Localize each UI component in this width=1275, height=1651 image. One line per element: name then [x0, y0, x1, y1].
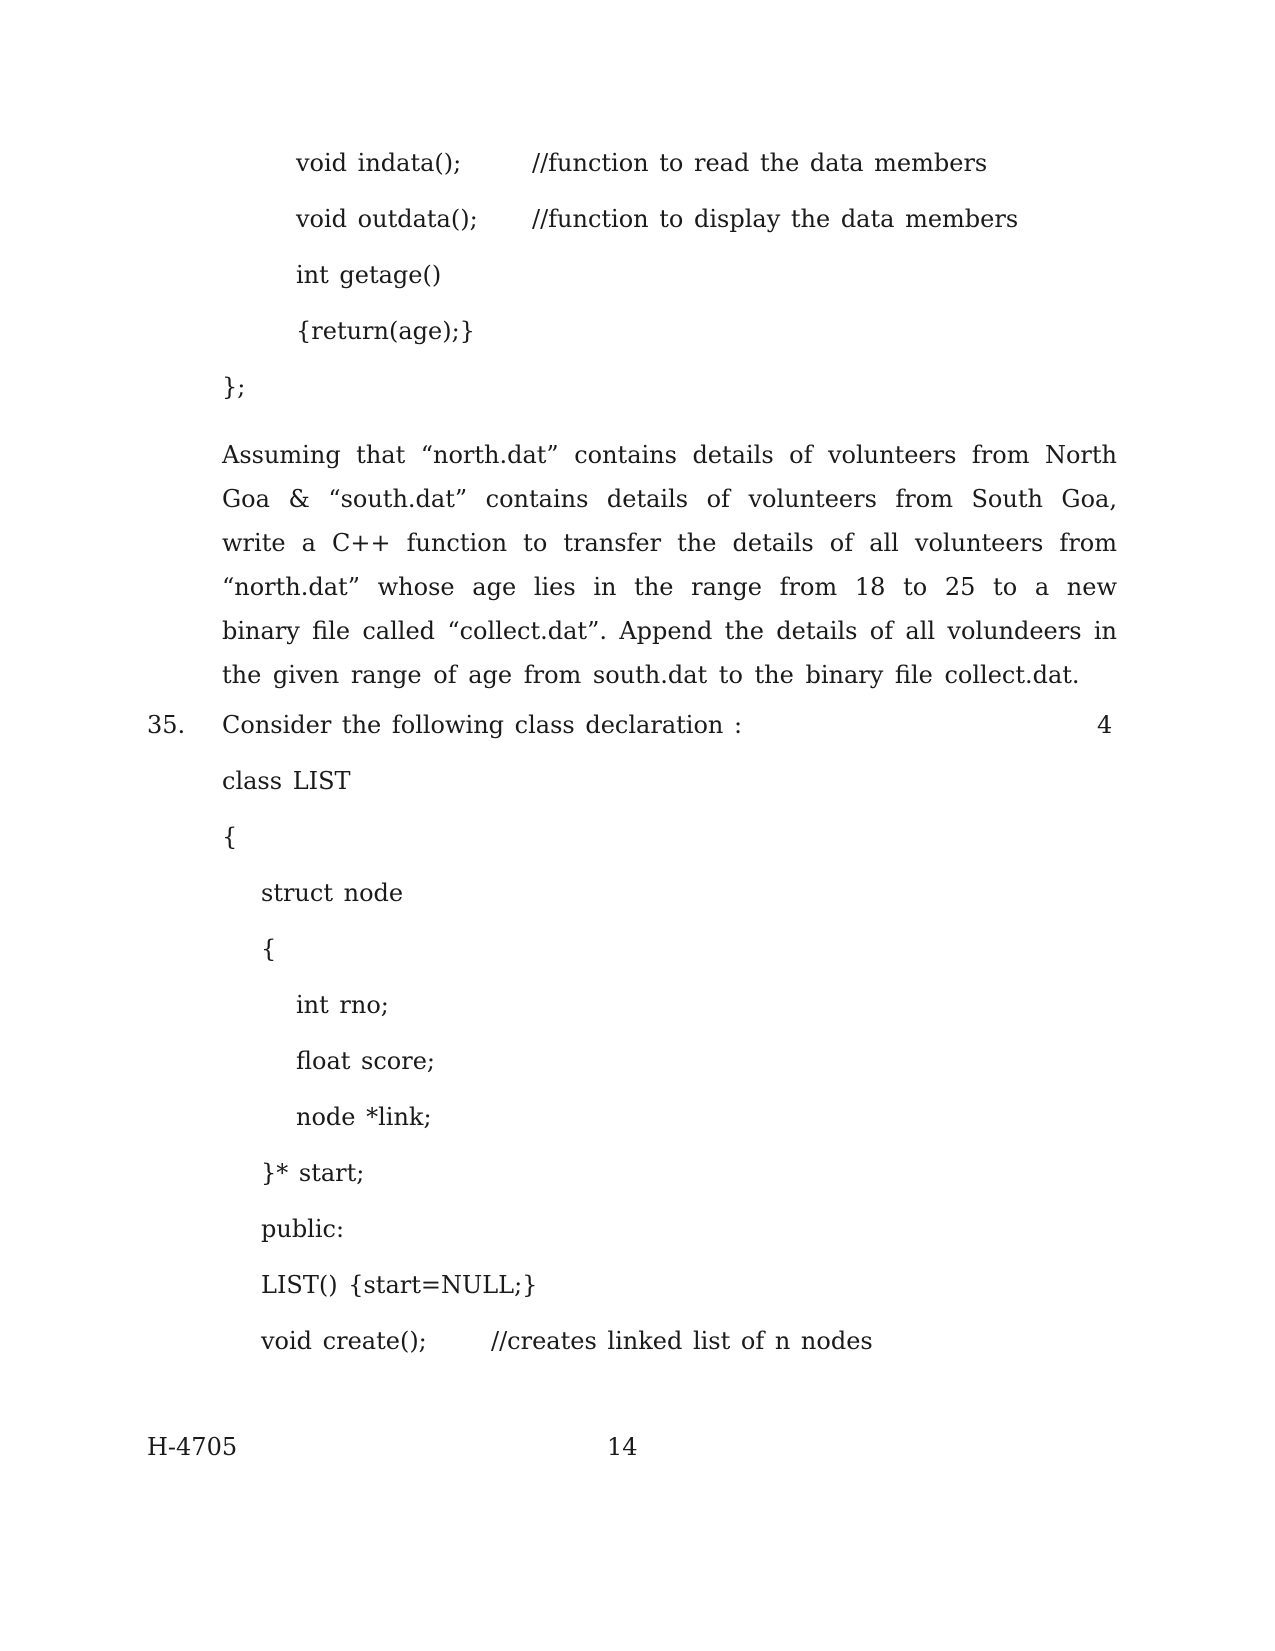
- footer-paper-code: H-4705: [147, 1433, 238, 1461]
- code-constructor: LIST() {start=NULL;}: [261, 1271, 538, 1299]
- code-struct-close: }* start;: [261, 1159, 365, 1187]
- question-35-marks: 4: [1097, 711, 1113, 739]
- code-open-brace: {: [222, 823, 238, 851]
- code-outdata-comment: //function to display the data members: [532, 205, 1019, 233]
- code-getage-body: {return(age);}: [296, 317, 475, 345]
- code-getage-decl: int getage(): [296, 261, 442, 289]
- code-public-label: public:: [261, 1215, 345, 1243]
- footer-page-number: 14: [607, 1433, 638, 1461]
- code-class-line: class LIST: [222, 767, 351, 795]
- question-35-number: 35.: [147, 711, 186, 739]
- code-indata-decl: void indata();: [296, 149, 462, 177]
- code-struct-open: {: [261, 935, 277, 963]
- code-member-link: node *link;: [296, 1103, 432, 1131]
- code-member-score: float score;: [296, 1047, 436, 1075]
- code-indata-comment: //function to read the data members: [532, 149, 988, 177]
- code-create-decl: void create();: [261, 1327, 427, 1355]
- code-class-close: };: [222, 373, 246, 401]
- question-34-text: Assuming that “north.dat” contains details of volunteers from North Goa & “south.dat” contains details of volunteers from South Goa, write a C++ function to transfer the details of all volunteers from “north.dat” whose age lies in the range from 18 to 25 to a new binary file called “collect.dat”. Append the details of all volundeers in the given range of age from south.dat to the binary file collect.dat.: [222, 441, 1117, 689]
- code-struct-line: struct node: [261, 879, 404, 907]
- question-35-prompt: Consider the following class declaration :: [222, 711, 743, 739]
- code-outdata-decl: void outdata();: [296, 205, 478, 233]
- code-member-rno: int rno;: [296, 991, 389, 1019]
- code-create-comment: //creates linked list of n nodes: [491, 1327, 873, 1355]
